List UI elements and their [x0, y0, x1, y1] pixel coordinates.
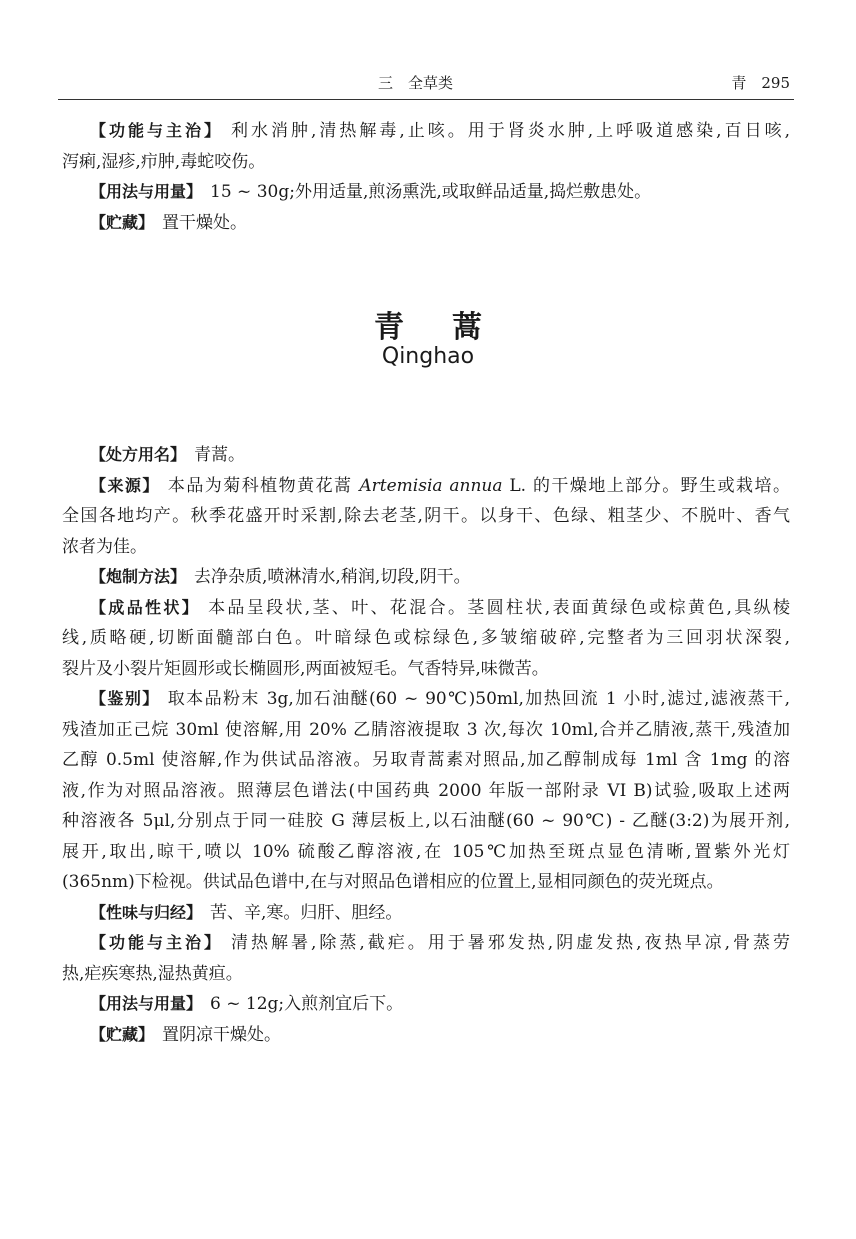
entry-body [62, 440, 790, 1050]
paragraph-text: 种溶液各 5μl,分别点于同一硅胶 G 薄层板上,以石油醚(60 ~ 90℃) - 乙醚(3:2)为展开剂, [62, 811, 790, 831]
paragraph-label: 【鉴别】 [90, 689, 160, 708]
paragraph-label: 【贮藏】 [90, 1024, 155, 1044]
text-line [62, 989, 790, 1020]
paragraph-text: 青蒿。 [194, 445, 246, 465]
paragraph-text: 置阴凉干燥处。 [162, 1024, 282, 1045]
paragraph [62, 928, 790, 989]
text-line [62, 806, 790, 837]
text-line [62, 745, 790, 776]
paragraph [62, 562, 790, 593]
paragraph-text: 残渣加正己烷 30ml 使溶解,用 20% 乙腈溶液提取 3 次,每次 10ml,合并乙腈液,蒸干,残渣加 [62, 719, 790, 740]
paragraph-label: 【处方用名】 [90, 445, 187, 464]
paragraph-text: 展开,取出,晾干,喷以 10% 硫酸乙醇溶液,在 105℃加热至斑点显色清晰,置紫外光灯 [62, 841, 790, 862]
paragraph [62, 593, 790, 685]
paragraph [62, 898, 790, 929]
paragraph [62, 116, 790, 177]
text-line [62, 208, 790, 239]
paragraph-text: 本品为菊科植物黄花蒿 Artemisia annua L. 的干燥地上部分。野生或栽培。 [167, 475, 790, 496]
text-line [62, 116, 790, 147]
text-line [62, 959, 790, 990]
latin-name: Artemisia annua [359, 475, 503, 496]
previous-entry-tail [62, 116, 790, 238]
paragraph-text: (365nm)下检视。供试品色谱中,在与对照品色谱相应的位置上,显相同颜色的荧光斑点。 [62, 872, 724, 892]
paragraph-text: 裂片及小裂片矩圆形或长椭圆形,两面被短毛。气香特异,味微苦。 [62, 658, 549, 679]
header-rule [58, 99, 794, 100]
paragraph-text: 去净杂质,喷淋清水,稍润,切段,阴干。 [194, 567, 471, 587]
text-line [62, 684, 790, 715]
paragraph-label: 【功能与主治】 [90, 121, 223, 140]
paragraph-text: 利水消肿,清热解毒,止咳。用于肾炎水肿,上呼吸道感染,百日咳, [231, 121, 790, 141]
paragraph [62, 208, 790, 239]
paragraph-text: 15 ~ 30g;外用适量,煎汤熏洗,或取鲜品适量,捣烂敷患处。 [210, 182, 652, 202]
paragraph-text: 6 ~ 12g;入煎剂宜后下。 [210, 994, 404, 1014]
text-line [62, 928, 790, 959]
paragraph-text: 浓者为佳。 [62, 536, 147, 557]
paragraph-text: 取本品粉末 3g,加石油醚(60 ~ 90℃)50ml,加热回流 1 小时,滤过,滤液蒸干, [167, 689, 790, 709]
paragraph-text: 液,作为对照品溶液。照薄层色谱法(中国药典 2000 年版一部附录 VI B)试验,吸取上述两 [62, 780, 790, 801]
text-line [62, 776, 790, 807]
text-line [62, 532, 790, 563]
paragraph [62, 440, 790, 471]
text-line [62, 1020, 790, 1051]
paragraph-label: 【炮制方法】 [90, 567, 187, 586]
text-line [62, 440, 790, 471]
paragraph-text: 全国各地均产。秋季花盛开时采割,除去老茎,阴干。以身干、色绿、粗茎少、不脱叶、香气 [62, 506, 790, 526]
paragraph-text: 热,疟疾寒热,湿热黄疸。 [62, 963, 243, 984]
text-line [62, 147, 790, 178]
text-line [62, 501, 790, 532]
paragraph-text: 本品呈段状,茎、叶、花混合。茎圆柱状,表面黄绿色或棕黄色,具纵棱 [208, 597, 790, 618]
paragraph-text: 线,质略硬,切断面髓部白色。叶暗绿色或棕绿色,多皱缩破碎,完整者为三回羽状深裂, [62, 628, 790, 648]
paragraph [62, 1020, 790, 1051]
paragraph [62, 989, 790, 1020]
paragraph-text: 苦、辛,寒。归肝、胆经。 [210, 902, 403, 923]
text-line [62, 623, 790, 654]
page-number: 青 295 [731, 74, 790, 92]
paragraph [62, 177, 790, 208]
paragraph-text: 清热解暑,除蒸,截疟。用于暑邪发热,阴虚发热,夜热早凉,骨蒸劳 [231, 933, 790, 953]
entry-title: 青蒿 [374, 310, 530, 345]
text-line [62, 837, 790, 868]
running-header [62, 72, 790, 96]
paragraph-label: 【贮藏】 [90, 212, 155, 232]
paragraph-label: 【功能与主治】 [90, 933, 223, 952]
paragraph-text: 置干燥处。 [162, 212, 248, 233]
paragraph [62, 471, 790, 563]
text-line [62, 593, 790, 624]
paragraph-label: 【用法与用量】 [90, 182, 203, 201]
paragraph-text: 乙醇 0.5ml 使溶解,作为供试品溶液。另取青蒿素对照品,加乙醇制成每 1ml 含 1mg 的溶 [62, 750, 790, 770]
entry-pinyin: Qinghao [381, 344, 475, 369]
paragraph-text: 泻痢,湿疹,疖肿,毒蛇咬伤。 [62, 151, 266, 172]
text-line [62, 177, 790, 208]
paragraph-label: 【成品性状】 [90, 597, 201, 617]
text-line [62, 867, 790, 898]
text-line [62, 471, 790, 502]
paragraph-label: 【来源】 [90, 475, 160, 495]
section-title: 三 全草类 [378, 74, 454, 92]
text-line [62, 898, 790, 929]
paragraph-label: 【用法与用量】 [90, 994, 203, 1013]
paragraph [62, 684, 790, 898]
text-line [62, 715, 790, 746]
text-line [62, 562, 790, 593]
paragraph-label: 【性味与归经】 [90, 902, 203, 922]
text-line [62, 654, 790, 685]
